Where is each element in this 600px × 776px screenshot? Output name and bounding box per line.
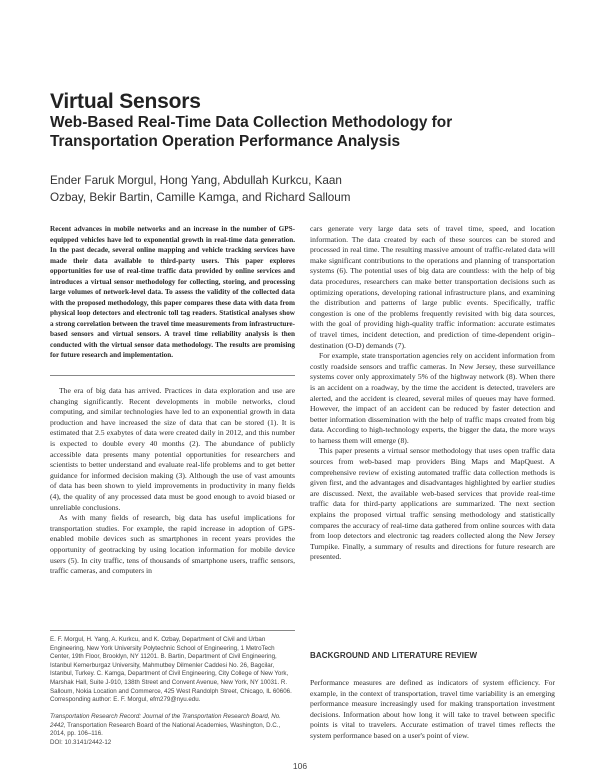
section-body — [310, 678, 555, 742]
paper-title: Virtual Sensors — [50, 90, 201, 113]
footnote-divider — [50, 630, 295, 631]
abstract: Recent advances in mobile networks and an increase in the number of GPS-equipped vehicles have led to exponential growth in real-time data generation. In the past decade, several online mapping and vehicle tracking services have made their data available to third-party users. This paper explores opportunities for use of real-time traffic data provided by online services and introduces a virtual sensor methodology for collecting, storing, and processing large volumes of network-level data. To assess the validity of the collected data with the proposed methodology, this paper compares these data with data from physical loop detectors and electronic toll tag readers. Statistical analyses show a strong correlation between the travel time measurements from infrastructure-based sensors and virtual sensors. A travel time reliability analysis is then conducted with the virtual sensor data methodology. The results are promising for future research and implementation. — [50, 225, 295, 359]
doi: DOI: 10.3141/2442-12 — [50, 738, 112, 746]
body-paragraph: As with many fields of research, big data has useful implications for transportation studies. For example, the rapid increase in adoption of GPS-enabled mobile devices such as smartphones in recent years provides the opportunity of geotracking by using location information for mobile device users (5). In city traffic, tens of thousands of smartphone users, traffic sensors, traffic cameras, and computers in — [50, 513, 295, 576]
abstract-divider — [50, 375, 295, 376]
page-number: 106 — [292, 761, 308, 771]
left-column-body — [50, 386, 295, 577]
body-paragraph: Performance measures are defined as indicators of system efficiency. For example, in the context of transportation, travel time variability is an emerging performance measure increasingly used for making transportation investment decisions. Information about how long it will take to travel between specific points is vital to travelers. Accurate estimation of travel times reflects the system performance based on a user's point of view. — [310, 678, 555, 740]
right-column-body — [310, 224, 555, 563]
body-paragraph: cars generate very large data sets of travel time, speed, and location information. The data created by each of these sources can be stored and processed in real time. The resulting massive amount of traffic-related data will make significant contributions to the operations and planning of transportation systems (6). The potential uses of big data are countless: with the help of big data procedures, researchers can make better transportation decisions such as optimizing operations, developing rational infrastructure plans, and examining the distribution and patterns of large public events. Specifically, traffic congestion is one of the problems frequently revisited with big data sources, with the goal of providing high-quality traffic information: accurate estimates of travel times, incident detection, and prediction of time-dependent origin–destination (O-D) demands (7). — [310, 224, 555, 350]
body-paragraph: The era of big data has arrived. Practices in data exploration and use are changing significantly. Recent developments in mobile networks, cloud computing, and similar technologies have led to an exponential growth in data production and have increased the size of data that can be stored (1). It is estimated that 2.5 exabytes of data were created daily in 2012, and this number is expected to double every 40 months (2). The abundance of publicly accessible data presents many potential opportunities for researchers and scientists to better understand and evaluate real-life problems and to get better guidance for informed decision making (3). Although the use of vast amounts of data has been shown to yield improvements in productivity in many fields (4), the quality of any processed data must be good enough to avoid biased or unreliable conclusions. — [50, 386, 295, 512]
author-list: Ender Faruk Morgul, Hong Yang, Abdullah Kurkcu, Kaan Ozbay, Bekir Bartin, Camille Kamga, and Richard Salloum — [50, 174, 351, 204]
author-affiliations-footnote: E. F. Morgul, H. Yang, A. Kurkcu, and K. Ozbay, Department of Civil and Urban Engineering, New York University Polytechnic School of Engineering, 1 MetroTech Center, 19th Floor, Brooklyn, NY 11201. B. Bartin, Department of Civil Engineering, Istanbul Kemerburgaz University, Mahmutbey Dilmenler Caddesi No. 26, Bagcilar, Istanbul, Turkey. C. Kamga, Department of Civil Engineering, City College of New York, Marshak Hall, Suite J-910, 138th Street and Convent Avenue, New York, NY 10031. R. Salloum, Nokia Location and Commerce, 425 West Randolph Street, Chicago, IL 60606. Corresponding author: E. F. Morgul, efm279@nyu.edu. — [50, 636, 292, 704]
body-paragraph: This paper presents a virtual sensor methodology that uses open traffic data sources from web-based map providers Bing Maps and MapQuest. A comprehensive review of existing automated traffic data collection methods is given first, and the advantages and disadvantages highlighted by earlier studies are discussed. Next, the available web-based services that provide real-time traffic data for third-party applications are summarized. The next section explains the proposed virtual traffic sensing methodology and statistically compares the accuracy of real-time data gathered from online sources with data from loop detectors and electronic tag readers collected along the New Jersey Turnpike. Finally, a summary of results and directions for future research are presented. — [310, 446, 555, 562]
journal-details: Transportation Research Board of the National Academies, Washington, D.C., 2014, pp. 106–116. — [50, 721, 281, 738]
journal-title: Transportation Research Record: Journal of the Transportation Research Board, No. 2442, — [50, 713, 281, 729]
journal-citation — [50, 713, 295, 747]
body-paragraph: For example, state transportation agencies rely on accident information from costly roadside sensors and traffic cameras. In New Jersey, these surveillance systems cover only approximately 5% of the highway network (8). When there is an accident on a roadway, by the time the accident is detected, travelers are alerted, and the accident is cleared, several miles of queues may have formed. However, the impact of an accident can be reduced by faster detection and better information dissemination with the help of traffic maps created from big data. According to high-technology experts, the bigger the data, the more ways to harness them will emerge (8). — [310, 351, 555, 445]
paper-subtitle: Web-Based Real-Time Data Collection Methodology for Transportation Operation Performance Analysis — [50, 114, 453, 150]
section-heading: BACKGROUND AND LITERATURE REVIEW — [310, 651, 478, 660]
